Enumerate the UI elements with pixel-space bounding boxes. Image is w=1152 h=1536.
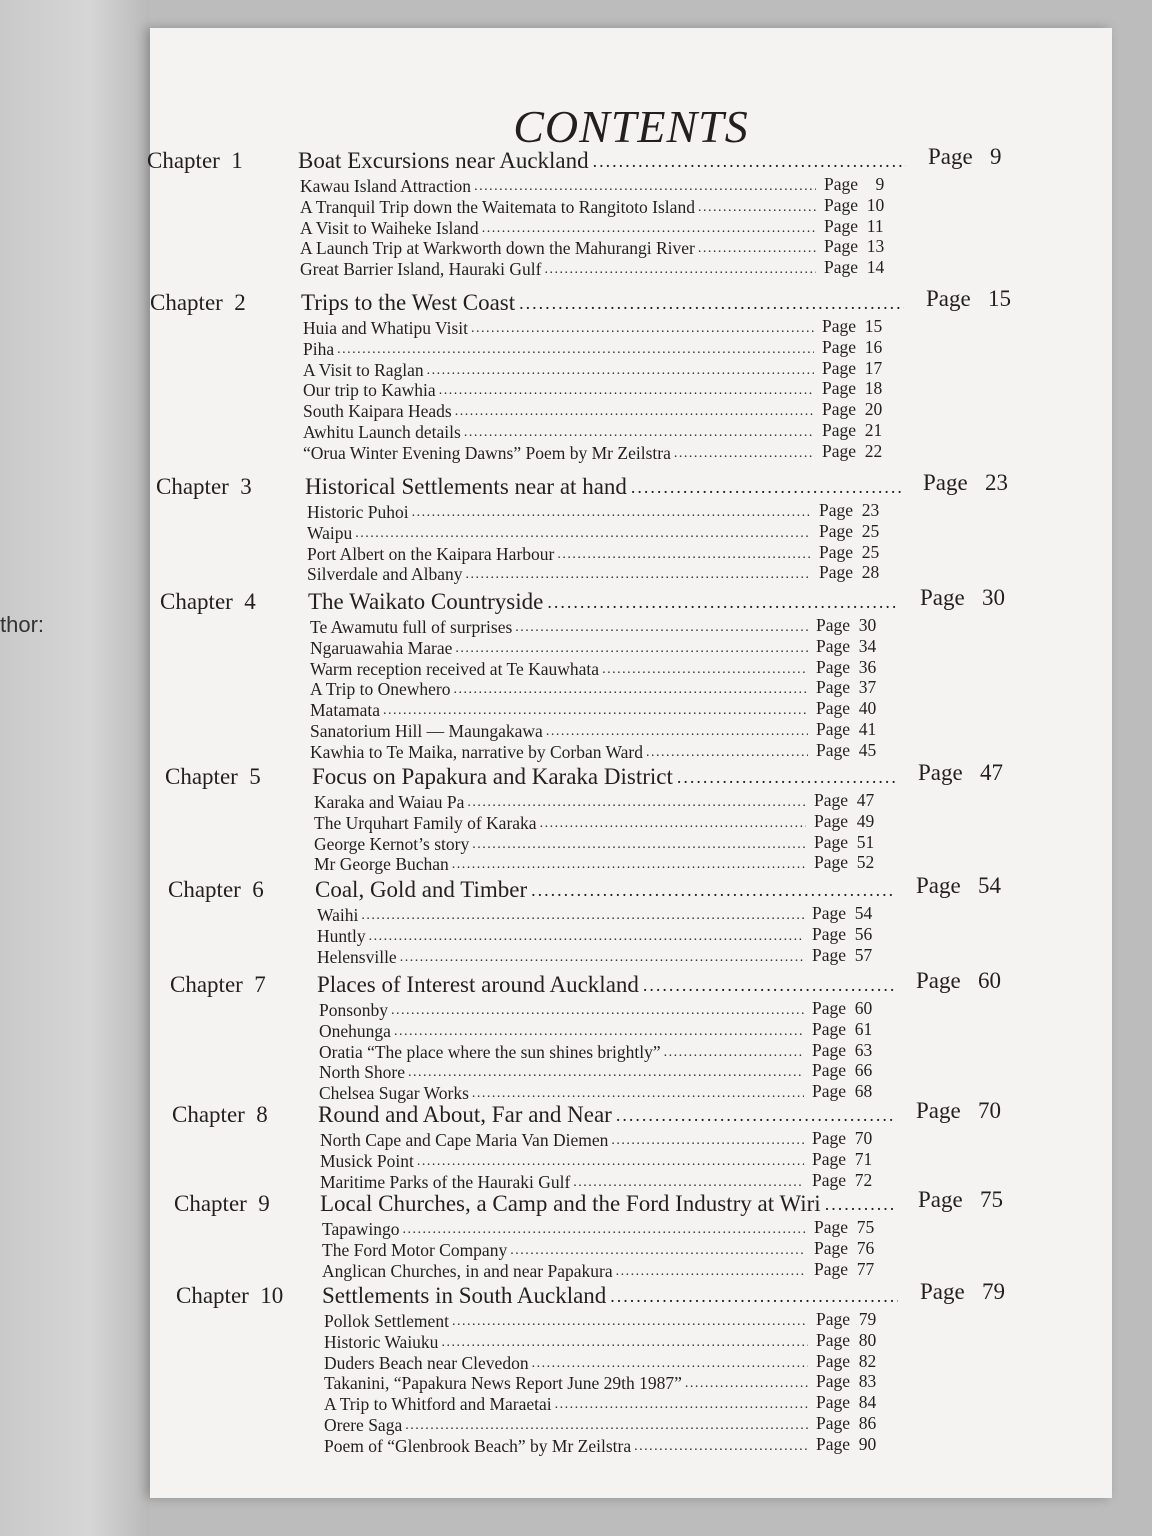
entry-title: Huia and Whatipu Visit: [303, 318, 469, 338]
leader-dots: [616, 1102, 894, 1128]
contents-entry[interactable]: [307, 564, 911, 586]
entry-title: Historic Puhoi: [307, 502, 409, 522]
chapter-heading[interactable]: [168, 873, 1026, 907]
leader-dots: [454, 679, 809, 701]
leader-dots: [664, 1042, 804, 1064]
entry-title: Sanatorium Hill — Maungakawa: [310, 721, 543, 741]
entry-page-number: Page 86: [816, 1413, 877, 1433]
leader-dots: [455, 401, 814, 423]
leader-dots: [532, 1353, 808, 1375]
entry-title: Musick Point: [320, 1150, 414, 1171]
entry-page-number: Page 66: [812, 1060, 873, 1081]
entry-title: Waipu: [307, 522, 353, 543]
entry-title: Ngaruawahia Marae: [310, 637, 453, 658]
entry-title: A Tranquil Trip down the Waitemata to Rangitoto Island: [300, 196, 695, 217]
entry-title: Orere Saga: [324, 1415, 403, 1435]
chapter-page-number: Page 75: [918, 1187, 1003, 1212]
contents-entry[interactable]: [300, 259, 916, 281]
leader-dots: [474, 176, 816, 198]
chapter-heading[interactable]: [150, 286, 1036, 320]
entry-page-number: Page 68: [812, 1081, 873, 1102]
leader-dots: [427, 360, 814, 382]
chapter-title: Coal, Gold and Timber: [315, 877, 528, 902]
chapter-heading[interactable]: [156, 470, 1033, 504]
entry-page-number: Page 45: [816, 739, 877, 760]
leader-dots: [467, 792, 806, 814]
entry-title: Piha: [303, 338, 335, 359]
contents-entry[interactable]: [317, 944, 904, 969]
contents-entry[interactable]: [324, 1433, 908, 1458]
entry-title: Pollok Settlement: [324, 1311, 449, 1331]
leader-dots: [611, 1130, 804, 1152]
entry-title: Maritime Parks of the Hauraki Gulf: [320, 1171, 571, 1192]
entry-title: A Trip to Whitford and Maraetai: [324, 1394, 552, 1415]
leader-dots: [452, 854, 806, 876]
contents-entry[interactable]: [314, 854, 906, 876]
chapter-label: Chapter 1: [147, 148, 243, 173]
chapter-title: Settlements in South Auckland: [322, 1283, 607, 1308]
entry-page-number: Page 25: [819, 520, 880, 541]
entry-title: Mr George Buchan: [314, 854, 449, 875]
entry-title: North Shore: [319, 1062, 406, 1083]
entry-page-number: Page 72: [812, 1169, 873, 1190]
chapter-label: Chapter 4: [160, 589, 256, 614]
leader-dots: [540, 813, 806, 835]
chapter-heading[interactable]: [160, 585, 1030, 619]
entry-title: The Urquhart Family of Karaka: [314, 812, 537, 833]
entry-page-number: Page 25: [819, 541, 880, 562]
chapter-label: Chapter 3: [156, 474, 252, 499]
entry-page-number: Page 84: [816, 1392, 877, 1413]
chapter-page-number: Page 30: [920, 585, 1005, 610]
leader-dots: [610, 1283, 898, 1309]
entry-title: Kawhia to Te Maika, narrative by Corban Ward: [310, 741, 644, 762]
entry-page-number: Page 52: [814, 852, 875, 873]
chapter-page-number: Page 79: [920, 1279, 1005, 1304]
entry-page-number: Page 77: [814, 1258, 875, 1279]
chapter-title: Local Churches, a Camp and the Ford Industry at Wiri: [320, 1191, 821, 1216]
entry-title: Great Barrier Island, Hauraki Gulf: [300, 259, 542, 280]
entry-title: Huntly: [317, 925, 366, 946]
leader-dots: [464, 422, 814, 444]
contents-entry[interactable]: [303, 440, 914, 465]
chapter-page-number: Page 54: [916, 873, 1001, 898]
leader-dots: [455, 638, 808, 660]
leader-dots: [400, 947, 804, 969]
leader-dots: [403, 1219, 806, 1241]
entry-title: A Visit to Raglan: [303, 359, 424, 380]
chapter-heading[interactable]: [176, 1279, 1030, 1313]
chapter-title: Places of Interest around Auckland: [317, 972, 639, 997]
entry-page-number: Page 34: [816, 635, 877, 656]
chapter-label: Chapter 9: [174, 1191, 270, 1216]
leader-dots: [337, 339, 814, 361]
chapter-page-number: Page 15: [926, 286, 1011, 311]
chapter-title: Trips to the West Coast: [301, 290, 516, 315]
leader-dots: [361, 905, 804, 927]
left-page-text-fragment: thor:: [0, 612, 45, 637]
chapter-page-number: Page 60: [916, 968, 1001, 993]
entry-page-number: Page 14: [824, 257, 885, 278]
leader-dots: [417, 1151, 804, 1173]
leader-dots: [482, 218, 816, 240]
leader-dots: [602, 659, 808, 681]
entry-page-number: Page 18: [822, 378, 883, 399]
leader-dots: [674, 443, 814, 465]
entry-page-number: Page 9: [824, 174, 885, 194]
entry-page-number: Page 17: [822, 357, 883, 378]
chapter-title: The Waikato Countryside: [308, 589, 544, 614]
entry-page-number: Page 30: [816, 615, 877, 635]
entry-page-number: Page 13: [824, 236, 885, 257]
entry-page-number: Page 79: [816, 1309, 877, 1329]
chapter-heading[interactable]: [165, 760, 1028, 794]
entry-page-number: Page 80: [816, 1329, 877, 1350]
entry-title: Chelsea Sugar Works: [319, 1083, 469, 1104]
entry-page-number: Page 56: [812, 923, 873, 944]
entry-title: Anglican Churches, in and near Papakura: [322, 1260, 613, 1281]
leader-dots: [519, 290, 904, 316]
entry-page-number: Page 82: [816, 1350, 877, 1371]
entry-page-number: Page 40: [816, 698, 877, 719]
leader-dots: [472, 834, 806, 856]
leader-dots: [452, 1311, 808, 1333]
entry-title: Matamata: [310, 700, 380, 721]
entry-page-number: Page 22: [822, 440, 883, 461]
chapter-heading[interactable]: [174, 1187, 1028, 1221]
leader-dots: [531, 877, 894, 903]
leader-dots: [510, 1240, 806, 1262]
entry-page-number: Page 28: [819, 562, 880, 583]
entry-page-number: Page 61: [812, 1018, 873, 1039]
leader-dots: [515, 617, 808, 639]
chapter-title: Historical Settlements near at hand: [305, 474, 627, 499]
page-title: CONTENTS: [513, 101, 749, 152]
leader-dots: [825, 1191, 896, 1217]
leader-dots: [439, 380, 814, 402]
entry-title: Takanini, “Papakura News Report June 29th 1987”: [324, 1373, 682, 1394]
leader-dots: [616, 1261, 806, 1283]
entry-page-number: Page 76: [814, 1237, 875, 1258]
chapter-page-number: Page 47: [918, 760, 1003, 785]
entry-title: Ponsonby: [319, 1000, 389, 1020]
leader-dots: [412, 502, 811, 524]
contents-entry[interactable]: [322, 1258, 906, 1283]
leader-dots: [643, 972, 894, 998]
entry-page-number: Page 51: [814, 831, 875, 852]
entry-page-number: Page 36: [816, 656, 877, 677]
entry-page-number: Page 23: [819, 500, 880, 520]
leader-dots: [646, 742, 808, 764]
entry-page-number: Page 57: [812, 944, 873, 965]
entry-page-number: Page 60: [812, 998, 873, 1018]
entry-title: George Kernot’s story: [314, 833, 470, 854]
leader-dots: [391, 1000, 804, 1022]
entry-page-number: Page 21: [822, 420, 883, 440]
leader-dots: [557, 544, 811, 566]
leader-dots: [466, 564, 811, 586]
entry-title: Poem of “Glenbrook Beach” by Mr Zeilstra: [324, 1435, 632, 1456]
entry-title: Historic Waiuku: [324, 1331, 439, 1352]
chapter-title: Boat Excursions near Auckland: [298, 148, 589, 173]
entry-title: A Visit to Waiheke Island: [300, 217, 479, 238]
chapter-label: Chapter 6: [168, 877, 264, 902]
entry-title: Kawau Island Attraction: [300, 176, 472, 196]
entry-page-number: Page 75: [814, 1217, 875, 1237]
chapter-page-number: Page 9: [928, 144, 1002, 169]
leader-dots: [698, 238, 816, 260]
entry-title: Duders Beach near Clevedon: [324, 1352, 529, 1373]
entry-page-number: Page 70: [812, 1128, 873, 1148]
entry-title: North Cape and Cape Maria Van Diemen: [320, 1130, 609, 1150]
entry-page-number: Page 10: [824, 194, 885, 215]
chapter-label: Chapter 10: [176, 1283, 284, 1308]
entry-page-number: Page 15: [822, 316, 883, 336]
entry-title: A Trip to Onewhero: [310, 679, 451, 700]
leader-dots: [405, 1415, 808, 1437]
leader-dots: [355, 523, 811, 545]
entry-title: Our trip to Kawhia: [303, 380, 436, 401]
entry-page-number: Page 47: [814, 790, 875, 810]
entry-title: Warm reception received at Te Kauwhata: [310, 658, 600, 679]
entry-title: Awhitu Launch details: [303, 422, 461, 442]
leader-dots: [685, 1373, 808, 1395]
leader-dots: [547, 589, 898, 615]
entry-page-number: Page 16: [822, 336, 883, 357]
leader-dots: [634, 1436, 808, 1458]
chapter-title: Focus on Papakura and Karaka District: [312, 764, 673, 789]
chapter-page-number: Page 70: [916, 1098, 1001, 1123]
chapter-label: Chapter 8: [172, 1102, 268, 1127]
leader-dots: [555, 1394, 808, 1416]
leader-dots: [394, 1021, 804, 1043]
chapter-title: Round and About, Far and Near: [318, 1102, 612, 1127]
entry-title: A Launch Trip at Warkworth down the Mahurangi River: [300, 238, 695, 259]
entry-page-number: Page 20: [822, 399, 883, 420]
entry-title: Oratia “The place where the sun shines brightly”: [319, 1041, 661, 1062]
entry-title: Onehunga: [319, 1020, 391, 1041]
leader-dots: [369, 926, 804, 948]
leader-dots: [546, 721, 808, 743]
leader-dots: [408, 1062, 804, 1084]
entry-page-number: Page 90: [816, 1433, 877, 1454]
entry-title: “Orua Winter Evening Dawns” Poem by Mr Zeilstra: [303, 442, 671, 463]
entry-page-number: Page 54: [812, 903, 873, 923]
leader-dots: [471, 318, 814, 340]
entry-title: Te Awamutu full of surprises: [310, 617, 513, 637]
entry-title: Port Albert on the Kaipara Harbour: [307, 543, 555, 564]
entry-page-number: Page 83: [816, 1371, 877, 1392]
entry-title: Helensville: [317, 946, 397, 967]
entry-title: Karaka and Waiau Pa: [314, 792, 465, 812]
chapter-heading[interactable]: [170, 968, 1026, 1002]
contents-page: [147, 28, 1112, 1498]
contents-entry[interactable]: [310, 739, 908, 764]
chapter-page-number: Page 23: [923, 470, 1008, 495]
entry-page-number: Page 11: [824, 215, 884, 236]
chapter-label: Chapter 5: [165, 764, 261, 789]
leader-dots: [698, 197, 816, 219]
entry-title: Tapawingo: [322, 1219, 400, 1239]
entry-page-number: Page 37: [816, 677, 877, 698]
leader-dots: [593, 148, 906, 174]
chapter-label: Chapter 7: [170, 972, 266, 997]
leader-dots: [631, 474, 901, 500]
leader-dots: [545, 259, 817, 281]
entry-title: Waihi: [317, 905, 359, 925]
leader-dots: [677, 764, 896, 790]
leader-dots: [441, 1332, 808, 1354]
entry-page-number: Page 63: [812, 1039, 873, 1060]
entry-title: South Kaipara Heads: [303, 401, 452, 422]
chapter-heading[interactable]: [172, 1098, 1026, 1132]
chapter-heading[interactable]: [147, 144, 1038, 178]
entry-page-number: Page 71: [812, 1148, 873, 1169]
chapter-label: Chapter 2: [150, 290, 246, 315]
entry-page-number: Page 49: [814, 810, 875, 831]
leader-dots: [383, 700, 808, 722]
entry-title: The Ford Motor Company: [322, 1239, 508, 1260]
entry-title: Silverdale and Albany: [307, 564, 463, 585]
left-page-edge: [0, 0, 150, 1536]
entry-page-number: Page 41: [816, 719, 877, 739]
